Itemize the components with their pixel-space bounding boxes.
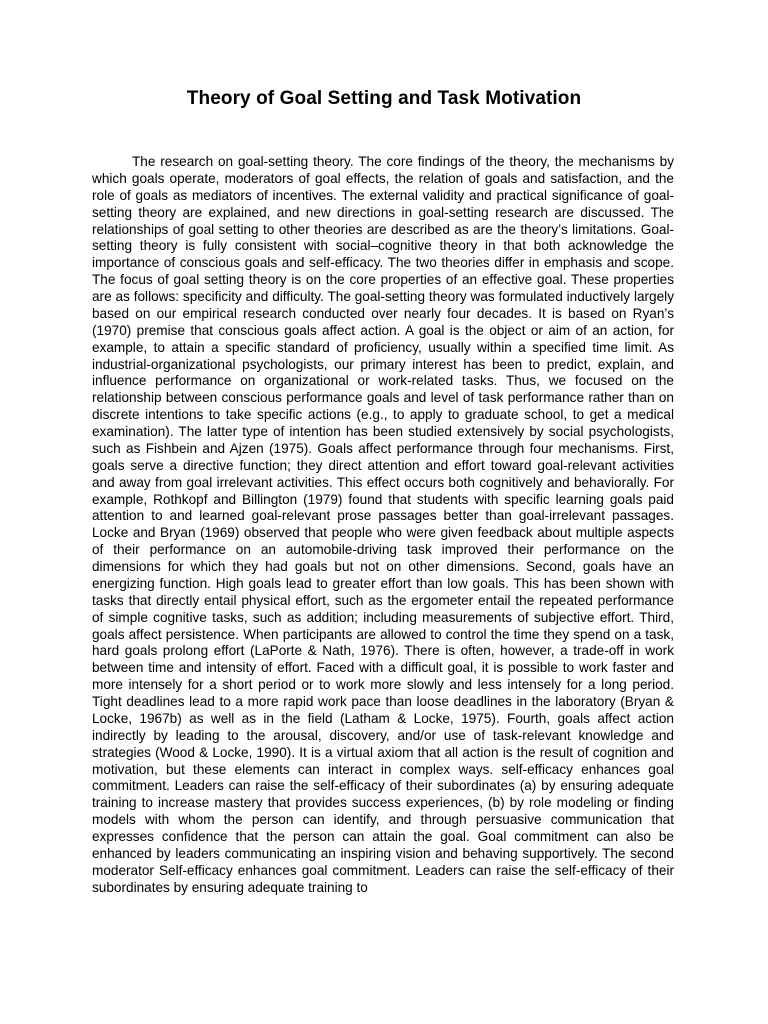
document-body-paragraph: The research on goal-setting theory. The core findings of the theory, the mechanisms by which goals operate, moderators of goal effects, the relation of goals and satisfaction, and the role of goals as mediators of incentives. The external validity and practical significance of goal-setting theory are explained, and new directions in goal-setting research are discussed. The relationships of goal setting to other theories are described as are the theory’s limitations. Goal-setting theory is fully consistent with social–cognitive theory in that both acknowledge the importance of conscious goals and self-efficacy. The two theories differ in emphasis and scope. The focus of goal setting theory is on the core properties of an effective goal. These properties are as follows: specificity and difficulty. The goal-setting theory was formulated inductively largely based on our empirical research conducted over nearly four decades. It is based on Ryan’s (1970) premise that conscious goals affect action. A goal is the object or aim of an action, for example, to attain a specific standard of proficiency, usually within a specified time limit. As industrial-organizational psychologists, our primary interest has been to predict, explain, and influence performance on organizational or work-related tasks. Thus, we focused on the relationship between conscious performance goals and level of task performance rather than on discrete intentions to take specific actions (e.g., to apply to graduate school, to get a medical examination). The latter type of intention has been studied extensively by social psychologists, such as Fishbein and Ajzen (1975). Goals affect performance through four mechanisms. First, goals serve a directive function; they direct attention and effort toward goal-relevant activities and away from goal irrelevant activities. This effect occurs both cognitively and behaviorally. For example, Rothkopf and Billington (1979) found that students with specific learning goals paid attention to and learned goal-relevant prose passages better than goal-irrelevant passages. Locke and Bryan (1969) observed that people who were given feedback about multiple aspects of their performance on an automobile-driving task improved their performance on the dimensions for which they had goals but not on other dimensions. Second, goals have an energizing function. High goals lead to greater effort than low goals. This has been shown with tasks that directly entail physical effort, such as the ergometer entail the repeated performance of simple cognitive tasks, such as addition; including measurements of subjective effort. Third, goals affect persistence. When participants are allowed to control the time they spend on a task, hard goals prolong effort (LaPorte & Nath, 1976). There is often, however, a trade-off in work between time and intensity of effort. Faced with a difficult goal, it is possible to work faster and more intensely for a short period or to work more slowly and less intensely for a long period. Tight deadlines lead to a more rapid work pace than loose deadlines in the laboratory (Bryan & Locke, 1967b) as well as in the field (Latham & Locke, 1975). Fourth, goals affect action indirectly by leading to the arousal, discovery, and/or use of task-relevant knowledge and strategies (Wood & Locke, 1990). It is a virtual axiom that all action is the result of cognition and motivation, but these elements can interact in complex ways. self-efficacy enhances goal commitment. Leaders can raise the self-efficacy of their subordinates (a) by ensuring adequate training to increase mastery that provides success experiences, (b) by role modeling or finding models with whom the person can identify, and through persuasive communication that expresses confidence that the person can attain the goal. Goal commitment can also be enhanced by leaders communicating an inspiring vision and behaving supportively. The second moderator Self-efficacy enhances goal commitment. Leaders can raise the self-efficacy of their subordinates by ensuring adequate training to (92, 154, 674, 895)
document-title: Theory of Goal Setting and Task Motivation (186, 88, 582, 109)
